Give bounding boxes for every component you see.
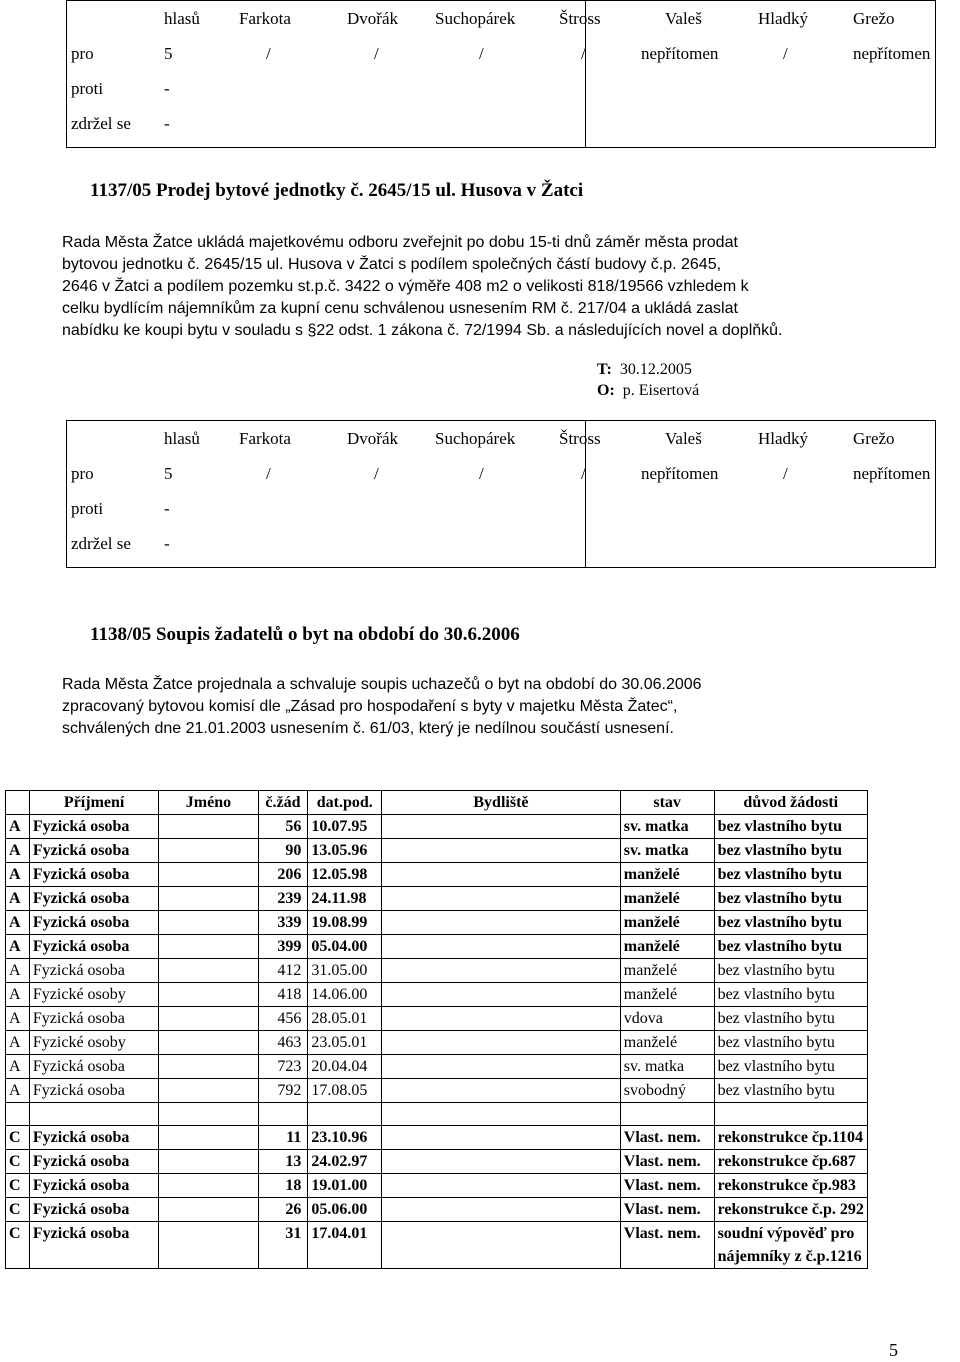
responsible-value: p. Eisertová <box>622 382 700 399</box>
cell-stav: sv. matka <box>620 839 714 863</box>
cell-date: 24.11.98 <box>308 887 382 911</box>
cell-empty <box>159 1198 258 1222</box>
text-line: schválených dne 21.01.2003 usnesením č. 61/03, který je nedílnou součástí usnesení. <box>62 720 674 737</box>
item-1137-heading: 1137/05 Prodej bytové jednotky č. 2645/15 ul. Husova v Žatci <box>90 180 584 201</box>
cell-empty <box>159 935 258 959</box>
cell-date: 23.05.01 <box>308 1031 382 1055</box>
cell-name: Fyzická osoba <box>29 1174 159 1198</box>
cell-name: Fyzická osoba <box>29 1007 159 1031</box>
vote-row <box>67 526 935 561</box>
vote-header-cell: Valeš <box>665 8 702 28</box>
vote-header-cell: Dvořák <box>347 8 398 28</box>
cell-empty <box>159 1174 258 1198</box>
cell-cat: A <box>6 1055 30 1079</box>
cell-cat: C <box>6 1150 30 1174</box>
vote-row <box>67 36 935 71</box>
cell-name: Fyzická osoba <box>29 1150 159 1174</box>
column-header: dat.pod. <box>308 791 382 815</box>
cell-name: Fyzická osoba <box>29 1055 159 1079</box>
cell-empty <box>6 1103 30 1126</box>
cell-num: 463 <box>258 1031 308 1055</box>
page-number: 5 <box>889 1340 898 1360</box>
cell-reason: bez vlastního bytu <box>714 935 867 959</box>
column-header: č.žád <box>258 791 308 815</box>
vote-row <box>67 456 935 491</box>
cell-empty <box>382 1055 621 1079</box>
vote-header-row <box>67 1 935 36</box>
cell-num: 13 <box>258 1150 308 1174</box>
table-row <box>6 1055 868 1079</box>
cell-empty <box>382 887 621 911</box>
cell-stav: Vlast. nem. <box>620 1126 714 1150</box>
vote-header-cell: Valeš <box>665 428 702 448</box>
cell-stav: Vlast. nem. <box>620 1174 714 1198</box>
responsible <box>597 382 699 400</box>
cell-stav: Vlast. nem. <box>620 1198 714 1222</box>
cell-name: Fyzická osoba <box>29 1079 159 1103</box>
cell-name: Fyzická osoba <box>29 911 159 935</box>
cell-empty <box>382 1198 621 1222</box>
cell-empty <box>382 1031 621 1055</box>
cell-num: 90 <box>258 839 308 863</box>
vote-header-cell: Štross <box>559 8 601 28</box>
cell-name: Fyzická osoba <box>29 887 159 911</box>
cell-date: 14.06.00 <box>308 983 382 1007</box>
cell-stav: manželé <box>620 935 714 959</box>
text-line: bytovou jednotku č. 2645/15 ul. Husova v Žatci s podílem společných částí budovy č.p. 2645, <box>62 256 722 273</box>
vote-row <box>67 491 935 526</box>
cell-empty <box>159 1031 258 1055</box>
cell-stav: manželé <box>620 1031 714 1055</box>
cell-empty <box>159 1103 258 1126</box>
cell-cat: A <box>6 1007 30 1031</box>
column-header: důvod žádosti <box>714 791 867 815</box>
vote-header-cell: hlasů <box>164 8 200 28</box>
cell-empty <box>620 1103 714 1126</box>
cell-reason-line: soudní výpověď pro <box>717 1225 855 1242</box>
cell-reason: bez vlastního bytu <box>714 1031 867 1055</box>
vote-header-cell: Hladký <box>758 8 809 28</box>
table-row <box>6 1007 868 1031</box>
text-line: zpracovaný bytovou komisí dle „Zásad pro hospodaření s byty v majetku Města Žatec“, <box>62 698 678 715</box>
item-1138-text <box>62 674 882 740</box>
table-row <box>6 863 868 887</box>
cell-empty <box>382 1126 621 1150</box>
vote-row-label: proti <box>71 498 104 518</box>
item-1137-text <box>62 232 882 342</box>
cell-empty <box>714 1103 867 1126</box>
cell-cat: A <box>6 839 30 863</box>
cell-cat: A <box>6 1079 30 1103</box>
cell-date: 20.04.04 <box>308 1055 382 1079</box>
table-row <box>6 1031 868 1055</box>
cell-cat: A <box>6 959 30 983</box>
vote-header-cell: Farkota <box>239 428 291 448</box>
cell-num: 31 <box>258 1222 308 1269</box>
cell-name: Fyzická osoba <box>29 959 159 983</box>
vote-header-cell: Grežo <box>853 428 895 448</box>
vote-value: nepřítomen <box>641 463 719 483</box>
cell-reason: bez vlastního bytu <box>714 815 867 839</box>
vote-row-label: pro <box>71 463 94 483</box>
cell-stav: sv. matka <box>620 815 714 839</box>
cell-cat: A <box>6 815 30 839</box>
cell-stav: Vlast. nem. <box>620 1222 714 1269</box>
vote-header-cell: Suchopárek <box>435 428 516 448</box>
cell-empty <box>159 1222 258 1269</box>
text-line: Rada Města Žatce ukládá majetkovému odboru zveřejnit po dobu 15-ti dnů záměr města prodat <box>62 234 738 251</box>
cell-cat: A <box>6 1031 30 1055</box>
vote-row <box>67 106 935 141</box>
table-header-row <box>6 791 868 815</box>
table-row <box>6 815 868 839</box>
cell-num: 206 <box>258 863 308 887</box>
cell-num: 723 <box>258 1055 308 1079</box>
cell-num: 418 <box>258 983 308 1007</box>
table-row <box>6 1174 868 1198</box>
cell-date: 12.05.98 <box>308 863 382 887</box>
cell-stav: Vlast. nem. <box>620 1150 714 1174</box>
cell-reason: rekonstrukce čp.1104 <box>714 1126 867 1150</box>
table-row <box>6 1150 868 1174</box>
cell-reason: rekonstrukce čp.687 <box>714 1150 867 1174</box>
cell-empty <box>159 815 258 839</box>
cell-name: Fyzická osoba <box>29 935 159 959</box>
column-header-cat <box>6 791 30 815</box>
cell-stav: vdova <box>620 1007 714 1031</box>
cell-date: 05.06.00 <box>308 1198 382 1222</box>
cell-empty <box>382 983 621 1007</box>
cell-cat: C <box>6 1174 30 1198</box>
cell-cat: A <box>6 911 30 935</box>
vote-value: - <box>164 113 170 133</box>
cell-stav: manželé <box>620 983 714 1007</box>
cell-num: 26 <box>258 1198 308 1222</box>
cell-stav: sv. matka <box>620 1055 714 1079</box>
vote-value: 5 <box>164 463 173 483</box>
cell-empty <box>382 1079 621 1103</box>
cell-stav: manželé <box>620 959 714 983</box>
cell-num: 456 <box>258 1007 308 1031</box>
cell-reason-line: nájemníky z č.p.1216 <box>717 1248 862 1265</box>
cell-empty <box>159 887 258 911</box>
cell-empty <box>159 959 258 983</box>
vote-row <box>67 71 935 106</box>
cell-cat: C <box>6 1126 30 1150</box>
cell-date: 17.08.05 <box>308 1079 382 1103</box>
deadline-value: 30.12.2005 <box>619 361 692 378</box>
cell-cat: A <box>6 983 30 1007</box>
cell-cat: C <box>6 1198 30 1222</box>
cell-empty <box>258 1103 308 1126</box>
applicants-table <box>5 790 868 1269</box>
vote-value: / <box>581 463 586 483</box>
cell-cat: A <box>6 887 30 911</box>
cell-empty <box>382 1222 621 1269</box>
cell-name: Fyzická osoba <box>29 839 159 863</box>
cell-num: 239 <box>258 887 308 911</box>
vote-header-cell: Dvořák <box>347 428 398 448</box>
vote-value: 5 <box>164 43 173 63</box>
vote-value: / <box>374 463 379 483</box>
cell-num: 412 <box>258 959 308 983</box>
item-1138-heading: 1138/05 Soupis žadatelů o byt na období do 30.6.2006 <box>90 624 520 645</box>
cell-name: Fyzická osoba <box>29 1198 159 1222</box>
deadline <box>597 361 692 379</box>
cell-empty <box>382 863 621 887</box>
vote-row-label: pro <box>71 43 94 63</box>
cell-num: 792 <box>258 1079 308 1103</box>
text-line: celku bydlícím nájemníkům za kupní cenu schválenou usnesením RM č. 217/04 a ukládá zaslat <box>62 300 738 317</box>
deadline-label: T: <box>597 361 612 378</box>
cell-empty <box>159 1126 258 1150</box>
vote-value: - <box>164 78 170 98</box>
vote-value: / <box>783 43 788 63</box>
cell-empty <box>308 1103 382 1126</box>
cell-date: 23.10.96 <box>308 1126 382 1150</box>
cell-name: Fyzická osoba <box>29 1126 159 1150</box>
vote-header-cell: Farkota <box>239 8 291 28</box>
cell-date: 31.05.00 <box>308 959 382 983</box>
cell-reason: bez vlastního bytu <box>714 1079 867 1103</box>
cell-date: 17.04.01 <box>308 1222 382 1269</box>
text-line: Rada Města Žatce projednala a schvaluje soupis uchazečů o byt na období do 30.06.2006 <box>62 676 702 693</box>
vote-table-2 <box>66 420 936 568</box>
cell-stav: svobodný <box>620 1079 714 1103</box>
vote-value: / <box>581 43 586 63</box>
cell-cat: C <box>6 1222 30 1269</box>
table-row <box>6 1126 868 1150</box>
table-row <box>6 959 868 983</box>
cell-empty <box>382 1174 621 1198</box>
vote-table-1 <box>66 0 936 148</box>
vote-value: / <box>783 463 788 483</box>
text-line: nabídku ke koupi bytu v souladu s §22 odst. 1 zákona č. 72/1994 Sb. a následujících novel a doplňků. <box>62 322 783 339</box>
cell-cat: A <box>6 935 30 959</box>
cell-empty <box>382 959 621 983</box>
table-row <box>6 983 868 1007</box>
cell-empty <box>382 911 621 935</box>
cell-stav: manželé <box>620 863 714 887</box>
cell-reason: bez vlastního bytu <box>714 1055 867 1079</box>
column-header: Bydliště <box>382 791 621 815</box>
vote-row-label: proti <box>71 78 104 98</box>
cell-empty <box>382 935 621 959</box>
vote-value: nepřítomen <box>641 43 719 63</box>
responsible-label: O: <box>597 382 615 399</box>
table-row <box>6 935 868 959</box>
cell-reason: bez vlastního bytu <box>714 1007 867 1031</box>
cell-empty <box>382 1103 621 1126</box>
cell-num: 339 <box>258 911 308 935</box>
cell-cat: A <box>6 863 30 887</box>
cell-empty <box>159 1079 258 1103</box>
cell-empty <box>159 839 258 863</box>
cell-name: Fyzická osoba <box>29 863 159 887</box>
cell-empty <box>382 1150 621 1174</box>
vote-row-label: zdržel se <box>71 533 131 553</box>
text-line: 2646 v Žatci a podílem pozemku st.p.č. 3422 o výměře 408 m2 o velikosti 818/19566 vzhledem k <box>62 278 749 295</box>
table-row <box>6 911 868 935</box>
cell-stav: manželé <box>620 887 714 911</box>
cell-reason: bez vlastního bytu <box>714 983 867 1007</box>
cell-empty <box>159 1007 258 1031</box>
column-header: Příjmení <box>29 791 159 815</box>
cell-date: 05.04.00 <box>308 935 382 959</box>
cell-empty <box>382 1007 621 1031</box>
vote-header-cell: Grežo <box>853 8 895 28</box>
cell-empty <box>29 1103 159 1126</box>
vote-value: nepřítomen <box>853 463 931 483</box>
cell-empty <box>159 911 258 935</box>
cell-reason <box>714 1222 867 1269</box>
cell-reason: bez vlastního bytu <box>714 959 867 983</box>
vote-value: - <box>164 533 170 553</box>
cell-date: 24.02.97 <box>308 1150 382 1174</box>
cell-reason: bez vlastního bytu <box>714 839 867 863</box>
cell-empty <box>159 863 258 887</box>
vote-header-cell: Hladký <box>758 428 809 448</box>
cell-date: 28.05.01 <box>308 1007 382 1031</box>
cell-reason: bez vlastního bytu <box>714 887 867 911</box>
column-header: stav <box>620 791 714 815</box>
cell-reason: rekonstrukce č.p. 292 <box>714 1198 867 1222</box>
vote-value: / <box>479 43 484 63</box>
cell-name: Fyzická osoba <box>29 815 159 839</box>
vote-value: / <box>266 463 271 483</box>
cell-num: 56 <box>258 815 308 839</box>
column-header: Jméno <box>159 791 258 815</box>
vote-value: / <box>374 43 379 63</box>
cell-reason: bez vlastního bytu <box>714 863 867 887</box>
vote-header-cell: Suchopárek <box>435 8 516 28</box>
vote-value: nepřítomen <box>853 43 931 63</box>
cell-empty <box>159 1055 258 1079</box>
vote-header-cell: Štross <box>559 428 601 448</box>
vote-header-cell: hlasů <box>164 428 200 448</box>
cell-date: 19.08.99 <box>308 911 382 935</box>
cell-empty <box>159 1150 258 1174</box>
cell-name: Fyzická osoba <box>29 1222 159 1269</box>
cell-date: 19.01.00 <box>308 1174 382 1198</box>
cell-stav: manželé <box>620 911 714 935</box>
vote-header-row <box>67 421 935 456</box>
cell-reason: bez vlastního bytu <box>714 911 867 935</box>
cell-name: Fyzické osoby <box>29 1031 159 1055</box>
cell-name: Fyzické osoby <box>29 983 159 1007</box>
cell-reason: rekonstrukce čp.983 <box>714 1174 867 1198</box>
cell-empty <box>382 815 621 839</box>
vote-row-label: zdržel se <box>71 113 131 133</box>
cell-num: 399 <box>258 935 308 959</box>
cell-empty <box>159 983 258 1007</box>
vote-value: / <box>266 43 271 63</box>
cell-num: 18 <box>258 1174 308 1198</box>
cell-empty <box>382 839 621 863</box>
cell-date: 10.07.95 <box>308 815 382 839</box>
table-row <box>6 839 868 863</box>
vote-value: - <box>164 498 170 518</box>
cell-date: 13.05.96 <box>308 839 382 863</box>
table-row <box>6 887 868 911</box>
table-row <box>6 1198 868 1222</box>
vote-value: / <box>479 463 484 483</box>
spacer-row <box>6 1103 868 1126</box>
cell-num: 11 <box>258 1126 308 1150</box>
table-row <box>6 1222 868 1269</box>
table-row <box>6 1079 868 1103</box>
